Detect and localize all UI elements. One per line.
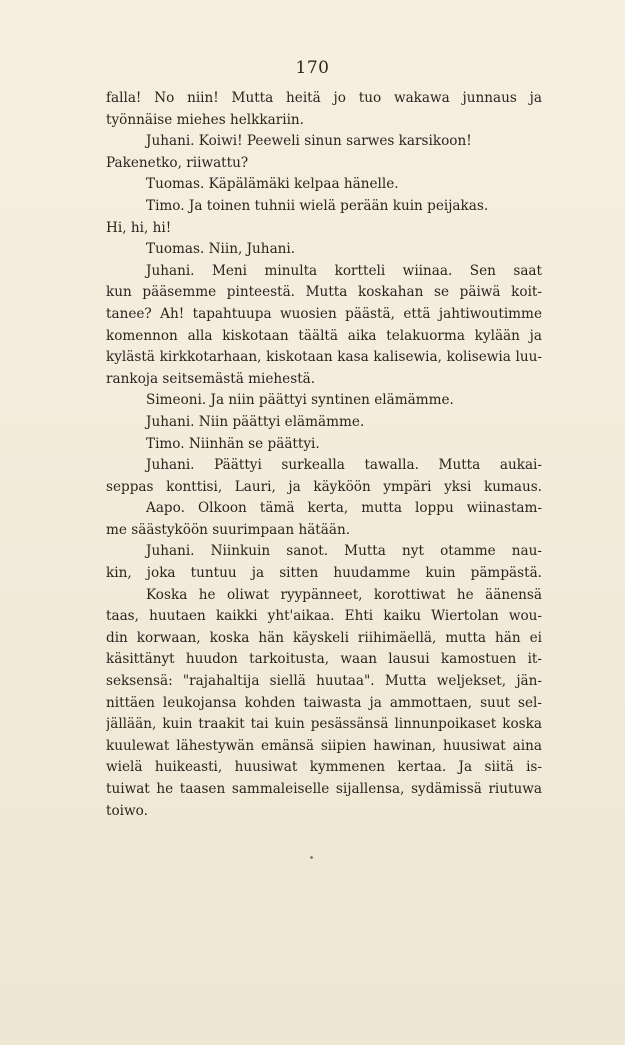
text-line: kun pääsemme pinteestä. Mutta koskahan se päiwä koit- — [106, 284, 542, 301]
text-line: Juhani. Päättyi surkealla tawalla. Mutta aukai- — [146, 457, 542, 474]
text-line: toiwo. — [106, 802, 148, 819]
text-line: Timo. Niinhän se päättyi. — [146, 435, 320, 452]
text-line: Tuomas. Niin, Juhani. — [146, 241, 296, 258]
text-line: tanee? Ah! tapahtuupa wuosien päästä, että jahtiwoutimme — [106, 305, 542, 322]
text-line: Tuomas. Käpälämäki kelpaa hänelle. — [146, 176, 399, 193]
text-line: jällään, kuin traakit tai kuin pesässänsä linnunpoikaset koska — [106, 716, 542, 733]
text-line: Juhani. Niinkuin sanot. Mutta nyt otamme nau- — [146, 543, 542, 560]
text-line: Juhani. Niin päättyi elämämme. — [146, 413, 365, 430]
text-line: kin, joka tuntuu ja sitten huudamme kuin pämpästä. — [106, 565, 542, 582]
text-line: wielä huikeasti, huusiwat kymmenen kertaa. Ja siitä is- — [106, 759, 542, 776]
text-line: käsittänyt huudon tarkoitusta, waan lausui kamostuen it- — [106, 651, 542, 668]
page-number: 170 — [295, 58, 330, 78]
text-line: tuiwat he taasen sammaleiselle sijallensa, sydämissä riutuwa — [106, 781, 542, 797]
text-line: Aapo. Olkoon tämä kerta, mutta loppu wiinastam- — [146, 500, 542, 517]
text-line: komennon alla kiskotaan täältä aika telakuorma kylään ja — [106, 327, 542, 344]
text-line: Timo. Ja toinen tuhnii wielä perään kuin peijakas. — [146, 197, 489, 214]
text-line: seppas konttisi, Lauri, ja käyköön ympäri yksi kumaus. — [106, 478, 542, 495]
text-line: nittäen leukojansa kohden taiwasta ja ammottaen, suut sel- — [106, 694, 542, 711]
text-line: falla! No niin! Mutta heitä jo tuo wakawa junnaus ja — [106, 90, 542, 106]
text-line: Juhani. Koiwi! Peeweli sinun sarwes karsikoon! — [146, 133, 472, 150]
text-line: din korwaan, koska hän käyskeli riihimäellä, mutta hän ei — [106, 629, 542, 646]
body-text — [106, 88, 542, 822]
text-line: taas, huutaen kaikki yht'aikaa. Ehti kaiku Wiertolan wou- — [106, 608, 542, 625]
text-line: työnnäise miehes helkkariin. — [106, 111, 305, 128]
text-line: Pakenetko, riiwattu? — [106, 154, 249, 171]
text-line: kuulewat lähestywän emänsä siipien hawinan, huusiwat aina — [106, 737, 542, 754]
text-line: Hi, hi, hi! — [106, 219, 172, 236]
text-line: Koska he oliwat ryypänneet, korottiwat he äänensä — [146, 586, 542, 603]
text-line: rankoja seitsemästä miehestä. — [106, 370, 316, 387]
paper-speck — [309, 855, 313, 859]
text-line: kylästä kirkkotarhaan, kiskotaan kasa kalisewia, kolisewia luu- — [106, 349, 542, 366]
text-line: seksensä: "rajahaltija siellä huutaa". Mutta weljekset, jän- — [106, 673, 542, 690]
text-line: Juhani. Meni minulta kortteli wiinaa. Sen saat — [146, 262, 542, 279]
text-line: me säästyköön suurimpaan hätään. — [106, 521, 351, 538]
text-line: Simeoni. Ja niin päättyi syntinen elämämme. — [146, 392, 454, 409]
